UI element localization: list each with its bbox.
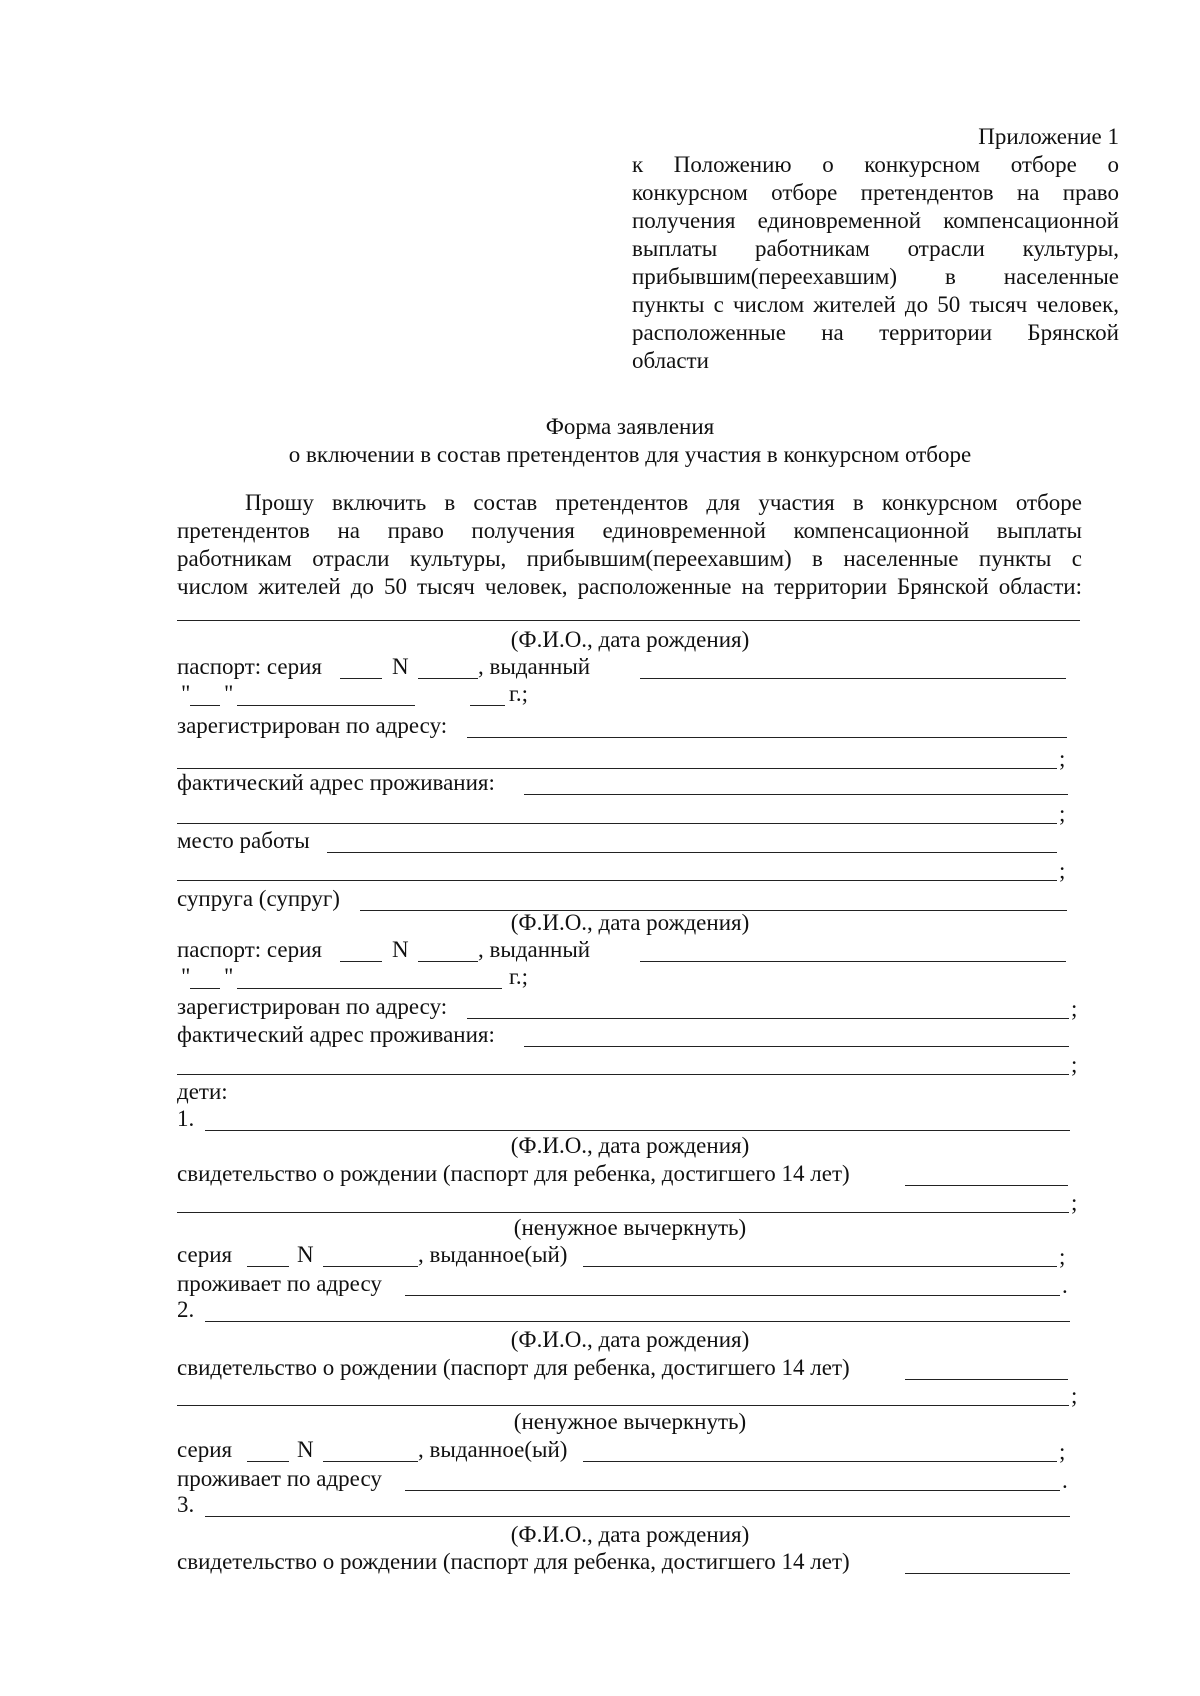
fio-hint: (Ф.И.О., дата рождения) <box>510 1133 750 1158</box>
passport-year-field[interactable] <box>470 705 505 706</box>
intro-line: Прошу включить в состав претендентов для участия в конкурсном отборе <box>245 490 1082 515</box>
appendix-line: к Положению о конкурсном отборе о <box>632 152 1119 177</box>
number-label: N <box>392 937 409 962</box>
workplace-field[interactable] <box>327 852 1057 853</box>
appendix-line: прибывшим(переехавшим) в населенные <box>632 264 1119 289</box>
appendix-line: расположенные на территории Брянской <box>632 320 1119 345</box>
actual-address-field[interactable] <box>524 794 1068 795</box>
child-1-issued-by-field[interactable] <box>583 1266 1057 1267</box>
date-quote-open: " <box>181 681 191 706</box>
workplace-field-2[interactable] <box>177 880 1057 881</box>
date-quote-close: " <box>224 964 234 989</box>
passport-number-field[interactable] <box>418 678 478 679</box>
number-label: N <box>297 1242 314 1267</box>
child-3-birth-cert-field[interactable] <box>905 1573 1070 1574</box>
child-2-series-field[interactable] <box>247 1461 289 1462</box>
number-label: N <box>392 654 409 679</box>
year-label: г.; <box>509 964 528 989</box>
intro-line: работникам отрасли культуры, прибывшим(переехавшим) в населенные пункты с <box>177 546 1082 571</box>
passport-label: паспорт: серия <box>177 937 323 962</box>
passport-label: паспорт: серия <box>177 654 323 679</box>
children-label: дети: <box>177 1079 228 1104</box>
spouse-actual-address-field-2[interactable] <box>177 1074 1069 1075</box>
semicolon: ; <box>1071 1383 1078 1408</box>
child-1-address-field[interactable] <box>405 1295 1060 1296</box>
semicolon: ; <box>1071 1052 1078 1077</box>
intro-line: числом жителей до 50 тысяч человек, расположенные на территории Брянской области: <box>177 574 1082 599</box>
lives-label: проживает по адресу <box>177 1466 382 1491</box>
period: . <box>1062 1468 1068 1493</box>
appendix-title: Приложение 1 <box>978 124 1119 149</box>
child-number: 1. <box>177 1106 195 1131</box>
date-quote-close: " <box>224 681 234 706</box>
appendix-body <box>632 151 1119 375</box>
spouse-registered-address-field[interactable] <box>467 1018 1069 1019</box>
spouse-passport-issued-by-field[interactable] <box>640 961 1066 962</box>
number-label: N <box>297 1437 314 1462</box>
child-2-birth-cert-field-2[interactable] <box>177 1405 1069 1406</box>
date-quote-open: " <box>181 964 191 989</box>
spouse-passport-number-field[interactable] <box>418 961 478 962</box>
child-1-fio-field[interactable] <box>205 1130 1070 1131</box>
child-2-birth-cert-field[interactable] <box>905 1379 1068 1380</box>
registered-label: зарегистрирован по адресу: <box>177 713 448 738</box>
year-label: г.; <box>509 681 528 706</box>
issued-label: , выданное(ый) <box>418 1437 568 1462</box>
fio-hint: (Ф.И.О., дата рождения) <box>510 1522 750 1547</box>
semicolon: ; <box>1071 996 1078 1021</box>
birth-cert-label: свидетельство о рождении (паспорт для ребенка, достигшего 14 лет) <box>177 1355 850 1380</box>
child-2-number-field[interactable] <box>323 1461 418 1462</box>
passport-month-field[interactable] <box>237 705 415 706</box>
series-label: серия <box>177 1437 233 1462</box>
child-1-birth-cert-field-2[interactable] <box>177 1212 1069 1213</box>
applicant-fio-field[interactable] <box>177 620 1080 621</box>
child-2-address-field[interactable] <box>405 1490 1060 1491</box>
child-1-series-field[interactable] <box>247 1266 289 1267</box>
passport-series-field[interactable] <box>340 678 382 679</box>
form-subtitle: о включении в состав претендентов для участия в конкурсном отборе <box>288 442 972 467</box>
registered-label: зарегистрирован по адресу: <box>177 994 448 1019</box>
registered-address-field[interactable] <box>467 737 1067 738</box>
intro-paragraph <box>177 489 1082 601</box>
issued-label: , выданное(ый) <box>418 1242 568 1267</box>
child-2-issued-by-field[interactable] <box>583 1461 1057 1462</box>
child-1-number-field[interactable] <box>323 1266 418 1267</box>
fio-hint: (Ф.И.О., дата рождения) <box>510 910 750 935</box>
intro-line: претендентов на право получения единовременной компенсационной выплаты <box>177 518 1082 543</box>
semicolon: ; <box>1059 746 1066 771</box>
semicolon: ; <box>1059 1439 1066 1464</box>
passport-issued-by-field[interactable] <box>640 678 1066 679</box>
actual-address-field-2[interactable] <box>177 823 1057 824</box>
issued-label: , выданный <box>478 654 591 679</box>
appendix-line: пункты с числом жителей до 50 тысяч человек, <box>632 292 1119 317</box>
birth-cert-label: свидетельство о рождении (паспорт для ребенка, достигшего 14 лет) <box>177 1549 850 1574</box>
spouse-passport-month-field[interactable] <box>237 988 502 989</box>
child-1-birth-cert-field[interactable] <box>905 1185 1068 1186</box>
series-label: серия <box>177 1242 233 1267</box>
lives-label: проживает по адресу <box>177 1271 382 1296</box>
appendix-line: выплаты работникам отрасли культуры, <box>632 236 1119 261</box>
workplace-label: место работы <box>177 828 310 853</box>
issued-label: , выданный <box>478 937 591 962</box>
semicolon: ; <box>1059 858 1066 883</box>
actual-address-label: фактический адрес проживания: <box>177 770 495 795</box>
actual-address-label: фактический адрес проживания: <box>177 1022 495 1047</box>
registered-address-field-2[interactable] <box>177 768 1057 769</box>
passport-day-field[interactable] <box>190 705 220 706</box>
semicolon: ; <box>1071 1190 1078 1215</box>
child-2-fio-field[interactable] <box>205 1321 1070 1322</box>
fio-hint: (Ф.И.О., дата рождения) <box>510 1327 750 1352</box>
semicolon: ; <box>1059 801 1066 826</box>
spouse-label: супруга (супруг) <box>177 886 340 911</box>
child-number: 3. <box>177 1492 195 1517</box>
spouse-actual-address-field[interactable] <box>524 1046 1069 1047</box>
appendix-line: области <box>632 348 709 373</box>
spouse-passport-day-field[interactable] <box>190 988 220 989</box>
child-number: 2. <box>177 1297 195 1322</box>
strike-hint: (ненужное вычеркнуть) <box>513 1215 747 1240</box>
child-3-fio-field[interactable] <box>205 1516 1070 1517</box>
form-title: Форма заявления <box>545 414 715 439</box>
semicolon: ; <box>1059 1244 1066 1269</box>
strike-hint: (ненужное вычеркнуть) <box>513 1409 747 1434</box>
spouse-passport-series-field[interactable] <box>340 961 382 962</box>
period: . <box>1062 1273 1068 1298</box>
appendix-line: получения единовременной компенсационной <box>632 208 1119 233</box>
birth-cert-label: свидетельство о рождении (паспорт для ребенка, достигшего 14 лет) <box>177 1161 850 1186</box>
fio-hint: (Ф.И.О., дата рождения) <box>510 627 750 652</box>
appendix-line: конкурсном отборе претендентов на право <box>632 180 1119 205</box>
